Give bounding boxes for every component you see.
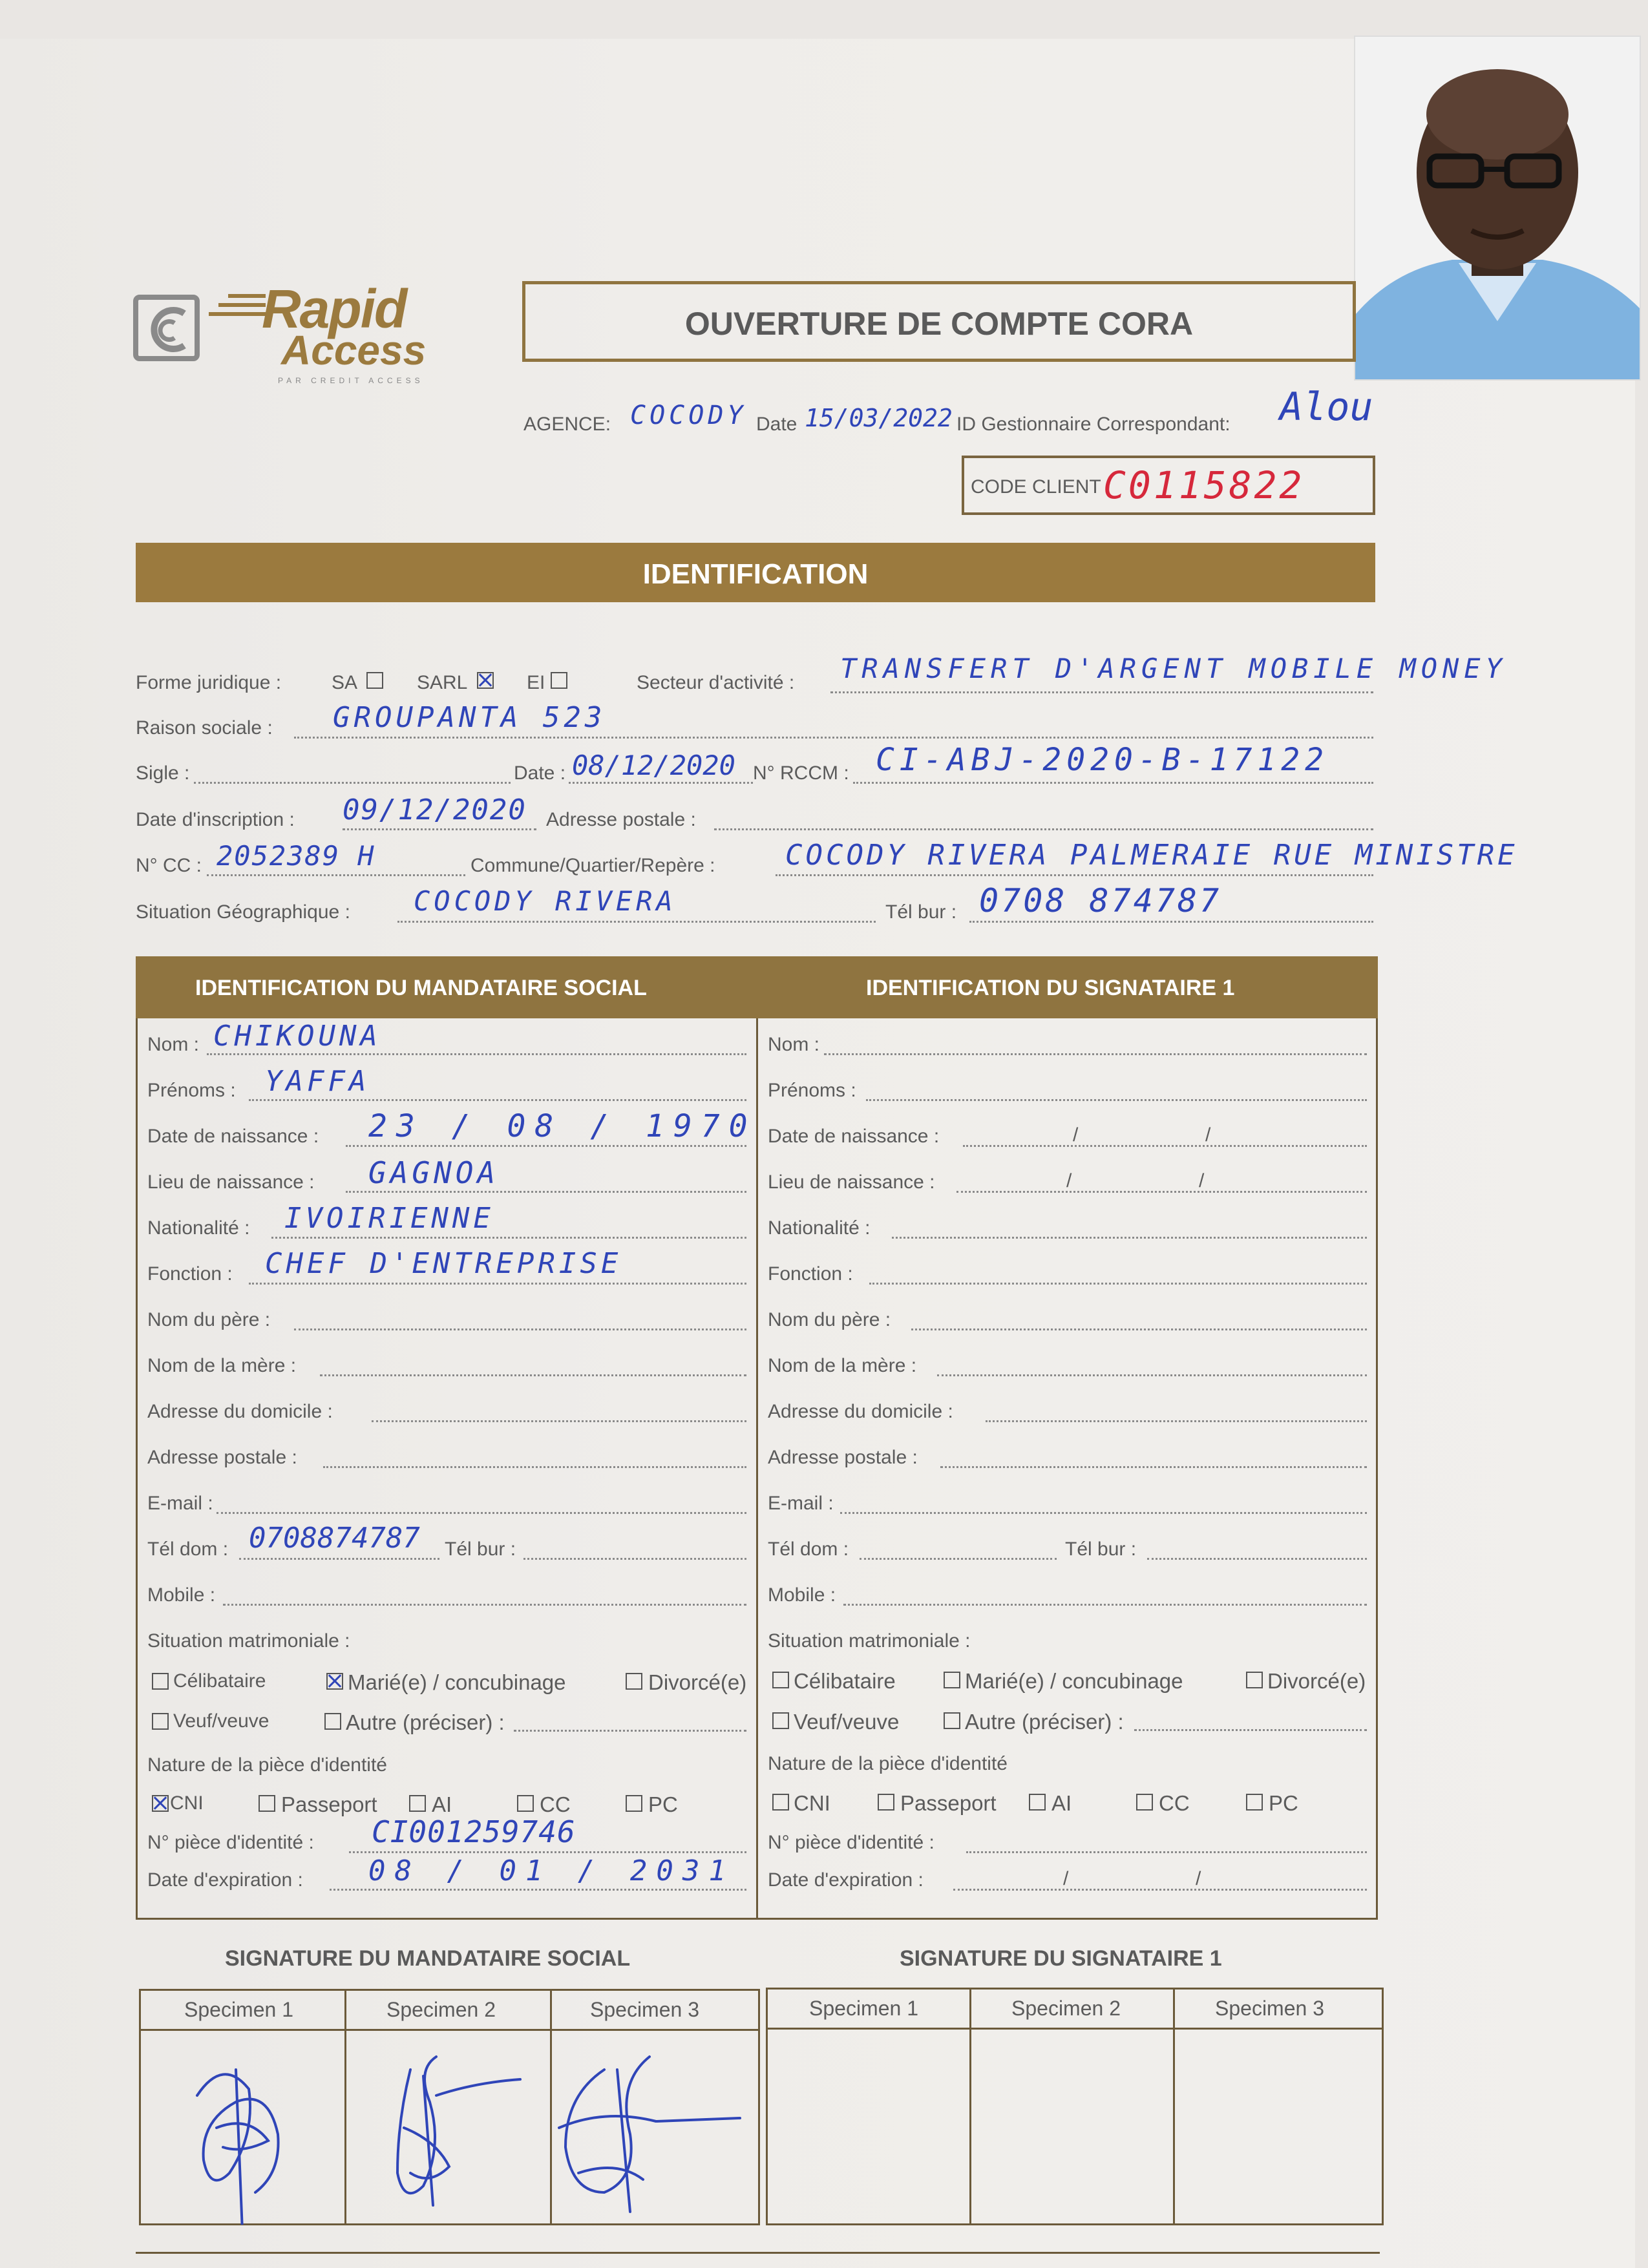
s-cc-checkbox[interactable] [1136,1794,1153,1811]
raison-value[interactable]: GROUPANTA 523 [333,701,606,734]
date-value[interactable]: 15/03/2022 [805,404,953,432]
signature-specimen-2 [397,2057,520,2205]
s-specimen-2-area[interactable] [971,2030,1173,2221]
m-num-value[interactable]: CI001259746 [372,1814,576,1849]
m-specimen-3-label: Specimen 3 [590,1998,699,2021]
s-nom-label: Nom : [768,1034,820,1055]
s-lieu-label: Lieu de naissance : [768,1171,935,1193]
m-teldom-label: Tél dom : [147,1538,229,1560]
s-mere-label: Nom de la mère : [768,1355,917,1376]
identification-section-bar [136,543,1375,602]
m-mere-line [320,1374,746,1376]
m-signatures-drawing [139,2031,756,2225]
sarl-checkbox[interactable] [477,672,494,689]
m-fonction-value[interactable]: CHEF D'ENTREPRISE [265,1247,622,1280]
logo-sub-text: Access [281,327,427,373]
s-specimen-3-label: Specimen 3 [1215,1997,1324,2020]
m-autre-label: Autre (préciser) : [346,1710,505,1734]
m-piece-label: Nature de la pièce d'identité [147,1754,387,1776]
s-cc-label: CC [1159,1791,1190,1815]
s-lieu-line [956,1191,1367,1193]
agence-label: AGENCE: [523,414,611,435]
m-naissance-label: Date de naissance : [147,1126,319,1147]
opt-sarl-label: SARL [417,672,468,693]
s-divorce-label: Divorcé(e) [1267,1669,1366,1693]
identification-columns-header [136,956,1378,1018]
raison-label: Raison sociale : [136,717,273,739]
s-naissance-sep2: / [1205,1124,1211,1146]
code-client-box [962,456,1375,515]
s-nat-line [892,1237,1367,1239]
s-exp-label: Date d'expiration : [768,1869,924,1891]
m-nom-label: Nom : [147,1034,200,1055]
m-postale-label: Adresse postale : [147,1447,297,1468]
s-lieu-sep2: / [1199,1170,1205,1192]
m-marie-label: Marié(e) / concubinage [348,1670,566,1694]
signataire-title: IDENTIFICATION DU SIGNATAIRE 1 [866,976,1235,1000]
s-pere-line [911,1328,1367,1330]
s-nom-line [824,1053,1367,1055]
s-mere-line [937,1374,1367,1376]
s-teldom-line [860,1558,1057,1560]
s-exp-sep1: / [1063,1868,1069,1889]
s-marie-label: Marié(e) / concubinage [965,1669,1183,1693]
s-email-line [840,1512,1367,1514]
sa-checkbox[interactable] [366,672,383,689]
logo-main-text: Rapid [262,278,407,339]
s-autre-label: Autre (préciser) : [965,1710,1124,1734]
secteur-label: Secteur d'activité : [637,672,795,693]
signature-mandataire-title: SIGNATURE DU MANDATAIRE SOCIAL [225,1946,631,1971]
logo-tagline: PAR CREDIT ACCESS [278,376,424,385]
s-fonction-line [869,1283,1367,1285]
m-autre-line [514,1730,746,1732]
s-pere-label: Nom du père : [768,1309,891,1330]
s-postale-line [940,1466,1367,1468]
s-telbur-line [1147,1558,1367,1560]
s-naissance-label: Date de naissance : [768,1126,940,1147]
m-prenoms-line [249,1099,746,1101]
telbur-label: Tél bur : [885,901,957,923]
rccm-value[interactable]: CI-ABJ-2020-B-17122 [876,742,1329,778]
s-domicile-label: Adresse du domicile : [768,1401,953,1422]
s-naissance-line [963,1145,1367,1147]
s-ai-checkbox[interactable] [1029,1794,1046,1811]
m-marie-checkbox[interactable] [326,1673,343,1690]
signature-signataire-title: SIGNATURE DU SIGNATAIRE 1 [900,1946,1222,1971]
s-email-label: E-mail : [768,1493,834,1514]
s-celib-label: Célibataire [794,1669,896,1693]
s-naissance-sep1: / [1073,1124,1079,1146]
situation-value[interactable]: COCODY RIVERA [414,885,677,917]
m-naissance-line [346,1145,746,1147]
signature-specimen-1 [197,2070,279,2225]
sigle-label: Sigle : [136,762,190,784]
m-divorce-label: Divorcé(e) [648,1670,747,1694]
m-domicile-label: Adresse du domicile : [147,1401,333,1422]
m-passeport-label: Passeport [281,1792,377,1816]
m-cc-label: CC [540,1792,571,1816]
commune-value[interactable]: COCODY RIVERA PALMERAIE RUE MINISTRE [785,839,1518,872]
telbur-line [969,921,1373,923]
s-specimen-2-label: Specimen 2 [1011,1997,1121,2020]
s-veuf-checkbox[interactable] [772,1712,789,1729]
m-nat-line [271,1237,746,1239]
s-num-label: N° pièce d'identité : [768,1832,935,1853]
m-pere-label: Nom du père : [147,1309,271,1330]
commune-line [776,874,1373,876]
ei-checkbox[interactable] [551,672,567,689]
gestionnaire-label: ID Gestionnaire Correspondant: [956,414,1231,435]
s-fonction-label: Fonction : [768,1263,853,1285]
m-telbur-label: Tél bur : [445,1538,516,1560]
m-teldom-value[interactable]: 0708874787 [249,1522,420,1555]
m-prenoms-label: Prénoms : [147,1080,236,1101]
commune-label: Commune/Quartier/Repère : [470,855,715,876]
s-postale-label: Adresse postale : [768,1447,918,1468]
s-mobile-line [843,1604,1367,1606]
column-divider [756,1018,758,1918]
m-prenoms-value[interactable]: YAFFA [265,1065,370,1098]
m-teldom-line [239,1558,439,1560]
m-pc-checkbox[interactable] [626,1795,642,1812]
m-celib-checkbox[interactable] [152,1673,169,1690]
s-passeport-checkbox[interactable] [878,1794,894,1811]
portrait-image [1355,37,1640,379]
s-cni-checkbox[interactable] [772,1794,789,1811]
s-num-line [966,1851,1367,1853]
s-autre-checkbox[interactable] [944,1712,960,1729]
m-exp-value[interactable]: 08 / 01 / 2031 [368,1854,735,1887]
s-teldom-label: Tél dom : [768,1538,849,1560]
id-date-label: Date : [514,762,566,784]
inscription-value[interactable]: 09/12/2020 [343,793,527,826]
s-telbur-label: Tél bur : [1065,1538,1137,1560]
s-specimen-3-area[interactable] [1175,2030,1380,2221]
m-domicile-line [372,1420,746,1422]
s-lieu-sep1: / [1066,1170,1072,1192]
logo-speed-lines-icon [209,291,267,330]
m-pc-label: PC [648,1792,678,1816]
id-date-line [569,782,753,784]
s-celib-checkbox[interactable] [772,1672,789,1688]
opt-ei-label: EI [527,672,545,693]
s-pc-label: PC [1269,1791,1298,1815]
m-num-line [349,1851,746,1853]
rapid-access-logo [132,278,456,391]
rccm-line [853,782,1373,784]
m-mobile-line [223,1604,746,1606]
m-cni-label: CNI [170,1792,204,1814]
m-celib-label: Célibataire [173,1670,266,1692]
m-specimen-1-label: Specimen 1 [184,1998,293,2021]
m-email-label: E-mail : [147,1493,213,1514]
code-client-value[interactable]: C0115822 [1103,463,1305,507]
rccm-label: N° RCCM : [753,762,849,784]
id-photo [1354,36,1641,381]
cc-line [207,874,465,876]
m-nat-label: Nationalité : [147,1217,250,1239]
inscription-line [343,828,536,830]
s-piece-label: Nature de la pièce d'identité [768,1753,1008,1774]
s-specimen-1-area[interactable] [768,2030,969,2221]
code-client-label: CODE CLIENT [971,476,1101,498]
m-email-line [217,1512,746,1514]
forme-label: Forme juridique : [136,672,282,693]
bottom-rule [136,2252,1380,2254]
s-pc-checkbox[interactable] [1246,1794,1263,1811]
sigle-line [194,782,511,784]
m-naissance-value[interactable]: 23 / 08 / 1970 [368,1108,757,1144]
signature-specimen-3 [559,2057,740,2212]
s-divorce-checkbox[interactable] [1246,1672,1263,1688]
secteur-line [830,691,1373,693]
agence-value[interactable]: COCODY [630,401,747,430]
mandataire-title: IDENTIFICATION DU MANDATAIRE SOCIAL [195,976,647,1000]
s-exp-sep2: / [1196,1868,1201,1889]
form-title: OUVERTURE DE COMPTE CORA [684,306,1194,342]
date-label: Date [756,414,798,435]
m-cc-checkbox[interactable] [517,1795,534,1812]
m-fonction-label: Fonction : [147,1263,233,1285]
m-mobile-label: Mobile : [147,1584,216,1606]
m-passeport-checkbox[interactable] [259,1795,275,1812]
m-nat-value[interactable]: IVOIRIENNE [284,1202,494,1235]
m-ai-checkbox[interactable] [409,1795,426,1812]
s-prenoms-label: Prénoms : [768,1080,856,1101]
m-lieu-value[interactable]: GAGNOA [368,1155,500,1190]
m-matri-label: Situation matrimoniale : [147,1630,350,1652]
secteur-value[interactable]: TRANSFERT D'ARGENT MOBILE MONEY [840,653,1507,684]
m-veuf-checkbox[interactable] [152,1713,169,1730]
m-postale-line [323,1466,746,1468]
s-matri-label: Situation matrimoniale : [768,1630,971,1652]
id-postale-label: Adresse postale : [546,809,696,830]
m-ai-label: AI [432,1792,452,1816]
m-divorce-checkbox[interactable] [626,1673,642,1690]
m-autre-checkbox[interactable] [324,1713,341,1730]
s-prenoms-line [866,1099,1367,1101]
s-autre-line [1134,1729,1367,1731]
id-postale-line [714,828,1373,830]
m-mere-label: Nom de la mère : [147,1355,297,1376]
form-title-box [522,281,1356,362]
m-exp-label: Date d'expiration : [147,1869,303,1891]
inscription-label: Date d'inscription : [136,809,295,830]
gestionnaire-value[interactable]: Alou [1280,384,1373,430]
s-passeport-label: Passeport [900,1791,997,1815]
cc-value[interactable]: 2052389 H [217,840,375,872]
s-exp-line [953,1889,1367,1891]
m-nom-value[interactable]: CHIKOUNA [213,1020,381,1053]
m-fonction-line [249,1283,746,1285]
id-date-value[interactable]: 08/12/2020 [572,750,735,781]
m-veuf-label: Veuf/veuve [173,1710,269,1732]
m-exp-line [330,1889,746,1891]
s-marie-checkbox[interactable] [944,1672,960,1688]
raison-line [294,737,1373,739]
m-cni-checkbox[interactable] [152,1795,169,1812]
m-pere-line [294,1328,746,1330]
m-num-label: N° pièce d'identité : [147,1832,314,1853]
s-specimen-1-label: Specimen 1 [809,1997,918,2020]
s-mobile-label: Mobile : [768,1584,836,1606]
m-specimen-2-label: Specimen 2 [386,1998,496,2021]
s-veuf-label: Veuf/veuve [794,1710,900,1734]
s-domicile-line [986,1420,1367,1422]
identification-title: IDENTIFICATION [642,558,869,590]
telbur-value[interactable]: 0708 874787 [979,882,1222,919]
s-nat-label: Nationalité : [768,1217,871,1239]
situation-line [397,921,876,923]
m-lieu-label: Lieu de naissance : [147,1171,315,1193]
m-nom-line [207,1053,746,1055]
s-ai-label: AI [1051,1791,1072,1815]
situation-label: Situation Géographique : [136,901,350,923]
s-cni-label: CNI [794,1791,830,1815]
opt-sa-label: SA [332,672,358,693]
logo-emblem-icon [132,294,204,365]
m-lieu-line [346,1191,746,1193]
m-telbur-line [523,1558,746,1560]
cc-label: N° CC : [136,855,202,876]
